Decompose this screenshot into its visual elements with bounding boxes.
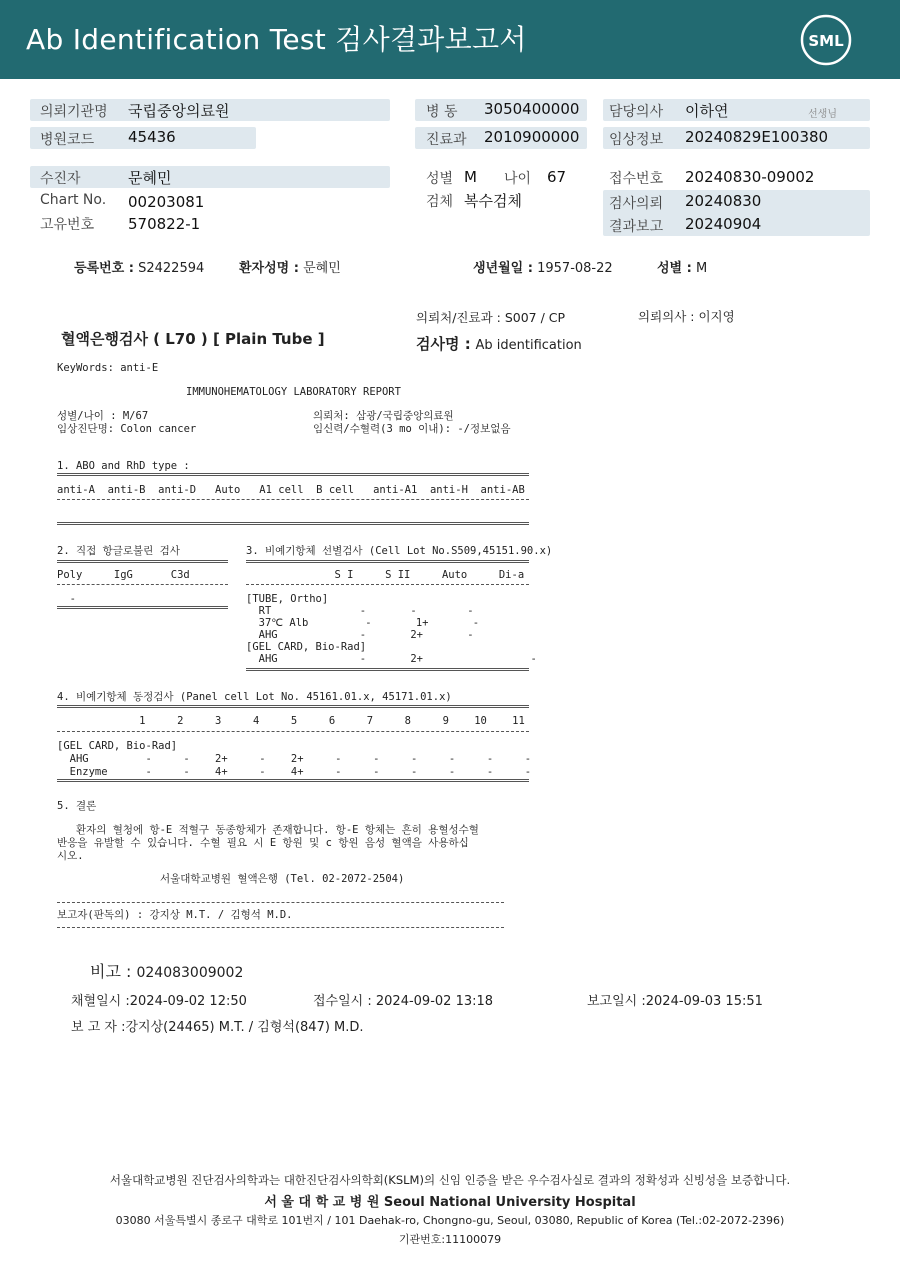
panel-row: Enzyme - - 4+ - 4+ - - - - - - (57, 766, 532, 778)
abo-title: 1. ABO and RhD type : (57, 460, 190, 472)
hospital-code-label: 병원코드 (40, 132, 95, 148)
hospital-address: 03080 서울특별시 종로구 대학로 101번지 / 101 Daehak-ro, Chongno-gu, Seoul, 03080, Republic of Korea (Tel.:02-2072-2396) (115, 1214, 785, 1227)
chart-label: Chart No. (40, 192, 107, 208)
org-number: 기관번호:11100079 (398, 1233, 502, 1246)
screen-columns: S I S II Auto Di-a (246, 569, 525, 581)
collect-time: 채혈일시 :2024-09-02 12:50 (71, 994, 247, 1009)
reporter-line: 보고자(판독의) : 강지상 M.T. / 김형석 M.D. (57, 909, 293, 921)
diagnosis: 임상진단명: Colon cancer (57, 423, 197, 435)
divider (246, 668, 529, 671)
specimen-value: 복수검체 (464, 192, 522, 210)
divider (57, 927, 504, 928)
sex-label: 성별 (426, 171, 454, 187)
dat-values: - (57, 593, 76, 605)
divider (57, 705, 529, 708)
ward-value: 3050400000 (484, 100, 580, 118)
dept-label: 진료과 (426, 132, 467, 148)
clinical-label: 임상정보 (609, 132, 664, 148)
request-label: 검사의뢰 (609, 196, 664, 212)
sex-value: M (464, 168, 477, 186)
screen-row: [GEL CARD, Bio-Rad] (246, 641, 367, 653)
divider (57, 522, 529, 525)
report-value: 20240904 (685, 215, 762, 233)
note: 비고 : 024083009002 (90, 962, 244, 981)
report-header (0, 0, 900, 79)
test-name: 검사명 : Ab identification (416, 335, 582, 353)
requester: 의뢰처: 삼광/국립중앙의료원 (313, 410, 454, 422)
divider (57, 731, 529, 732)
screen-row: RT - - - (246, 605, 474, 617)
ordering-doctor: 의뢰의사 : 이지영 (638, 309, 735, 324)
receive-time: 접수일시 : 2024-09-02 13:18 (313, 994, 494, 1009)
hospital-name: 서 울 대 학 교 병 원 Seoul National University Hospital (264, 1195, 636, 1210)
chart-value: 00203081 (128, 193, 205, 211)
sml-logo (798, 12, 854, 68)
unique-value: 570822-1 (128, 215, 201, 233)
unique-label: 고유번호 (40, 217, 95, 233)
screen-title: 3. 비예기항체 선별검사 (Cell Lot No.S509,45151.90.x) (246, 545, 553, 557)
dat-title: 2. 직접 항글로불린 검사 (57, 545, 180, 557)
panel-row: AHG - - 2+ - 2+ - - - - - - (57, 753, 532, 765)
patient-value: 문혜민 (128, 169, 172, 187)
patient-label: 수진자 (40, 171, 81, 187)
certification-text: 서울대학교병원 진단검사의학과는 대한진단검사의학회(KSLM)의 신임 인증을 받은 우수검사실로 결과의 정확성과 신빙성을 보증합니다. (109, 1173, 791, 1187)
dob: 생년월일 : 1957-08-22 (473, 261, 613, 276)
divider (57, 779, 529, 782)
dat-columns: Poly IgG C3d (57, 569, 190, 581)
report-title: Ab Identification Test 검사결과보고서 (26, 23, 527, 56)
divider (57, 560, 228, 563)
report-label: 결과보고 (609, 219, 664, 235)
hospital-code-value: 45436 (128, 128, 176, 146)
doctor-label: 담당의사 (609, 104, 664, 120)
request-value: 20240830 (685, 192, 762, 210)
panel-row: [GEL CARD, Bio-Rad] (57, 740, 178, 752)
test-title: 혈액은행검사 ( L70 ) [ Plain Tube ] (61, 330, 325, 348)
screen-row: AHG - 2+ - (246, 629, 474, 641)
result-title: 5. 결론 (57, 800, 97, 812)
screen-row: AHG - 2+ - (246, 653, 537, 665)
pregnancy: 임신력/수혈력(3 mo 이내): -/정보없음 (313, 423, 511, 435)
result-text: 시오. (57, 850, 84, 862)
receipt-label: 접수번호 (609, 171, 664, 187)
dept-line: 의뢰처/진료과 : S007 / CP (416, 310, 566, 325)
screen-row: 37℃ Alb - 1+ - (246, 617, 480, 629)
divider (57, 473, 529, 476)
patient-sex: 성별 : M (657, 261, 708, 276)
panel-title: 4. 비예기항체 동정검사 (Panel cell Lot No. 45161.01.x, 45171.01.x) (57, 691, 452, 703)
blood-bank-line: 서울대학교병원 혈액은행 (Tel. 02-2072-2504) (160, 873, 405, 885)
divider (57, 606, 228, 609)
divider (246, 584, 529, 585)
result-text: 환자의 혈청에 항-E 적혈구 동종항체가 존재합니다. 항-E 항체는 흔히 용혈성수혈 (57, 824, 479, 836)
abo-columns: anti-A anti-B anti-D Auto A1 cell B cell anti-A1 anti-H anti-AB (57, 484, 525, 496)
institution-label: 의뢰기관명 (40, 104, 108, 120)
panel-columns: 1 2 3 4 5 6 7 8 9 10 11 (57, 715, 525, 727)
divider (246, 560, 529, 563)
patient-box (30, 166, 390, 188)
report-time: 보고일시 :2024-09-03 15:51 (587, 994, 763, 1009)
divider (57, 584, 228, 585)
receipt-value: 20240830-09002 (685, 168, 815, 186)
patient-name: 환자성명 : 문혜민 (239, 261, 341, 276)
keywords: KeyWords: anti-E (57, 362, 159, 374)
doctor-value: 이하연 (685, 102, 729, 120)
lab-title: IMMUNOHEMATOLOGY LABORATORY REPORT (186, 386, 401, 398)
result-text: 반응을 유발할 수 있습니다. 수혈 필요 시 E 항원 및 c 항원 음성 혈액을 사용하십 (57, 837, 469, 849)
divider (57, 499, 529, 500)
screen-row: [TUBE, Ortho] (246, 593, 329, 605)
sex-age: 성별/나이 : M/67 (57, 410, 149, 422)
reg-no: 등록번호 : S2422594 (74, 261, 205, 276)
divider (57, 902, 504, 903)
specimen-label: 검체 (426, 194, 454, 210)
doctor-suffix: 선생님 (808, 109, 837, 120)
logo-text: SML (808, 32, 844, 50)
clinical-value: 20240829E100380 (685, 128, 829, 146)
dept-value: 2010900000 (484, 128, 580, 146)
reporter: 보 고 자 :강지상(24465) M.T. / 김형석(847) M.D. (71, 1020, 364, 1035)
age-label: 나이 (504, 171, 532, 187)
age-value: 67 (547, 168, 567, 186)
institution-value: 국립중앙의료원 (128, 102, 230, 120)
ward-label: 병 동 (426, 104, 458, 120)
